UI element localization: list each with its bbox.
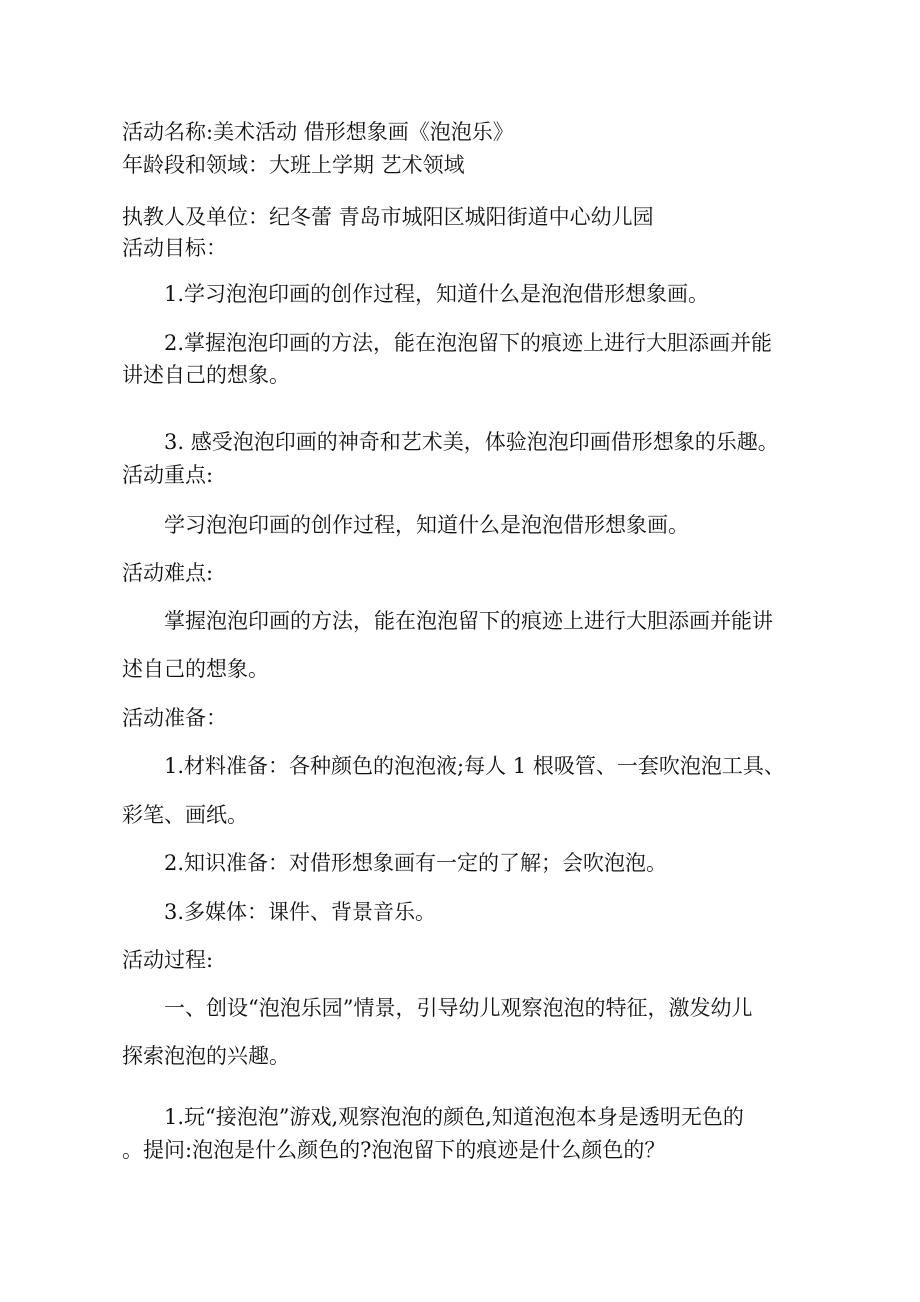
goals-heading: 活动目标： xyxy=(122,236,227,260)
prep-item: 2.知识准备：对借形想象画有一定的了解；会吹泡泡。 xyxy=(164,851,668,875)
key-point-heading: 活动重点: xyxy=(122,463,214,487)
difficulty-text: 掌握泡泡印画的方法，能在泡泡留下的痕迹上进行大胆添画并能讲 xyxy=(164,609,773,633)
activity-name: 活动名称:美术活动 借形想象画《泡泡乐》 xyxy=(122,120,514,144)
difficulty-heading: 活动难点: xyxy=(122,561,214,585)
key-point-text: 学习泡泡印画的创作过程，知道什么是泡泡借形想象画。 xyxy=(164,513,689,537)
age-domain: 年龄段和领域：大班上学期 艺术领域 xyxy=(122,153,465,177)
process-step-continued: 。提问:泡泡是什么颜色的?泡泡留下的痕迹是什么颜色的？ xyxy=(122,1138,666,1162)
goal-item: 3. 感受泡泡印画的神奇和艺术美，体验泡泡印画借形想象的乐趣。 xyxy=(164,430,779,454)
goal-item: 2.掌握泡泡印画的方法，能在泡泡留下的痕迹上进行大胆添画并能 xyxy=(164,331,773,355)
prep-item: 3.多媒体：课件、背景音乐。 xyxy=(164,900,437,924)
process-paragraph: 一、创设“泡泡乐园”情景，引导幼儿观察泡泡的特征，激发幼儿 xyxy=(164,996,753,1020)
process-heading: 活动过程: xyxy=(122,948,214,972)
prep-item: 1.材料准备：各种颜色的泡泡液;每人 1 根吸管、一套吹泡泡工具、 xyxy=(164,754,785,778)
teacher-unit: 执教人及单位：纪冬蕾 青岛市城阳区城阳街道中心幼儿园 xyxy=(122,205,654,229)
goal-item-continued: 讲述自己的想象。 xyxy=(122,363,290,387)
prep-heading: 活动准备： xyxy=(122,706,227,730)
process-step: 1.玩“接泡泡”游戏,观察泡泡的颜色,知道泡泡本身是透明无色的 xyxy=(164,1105,744,1129)
prep-item-continued: 彩笔、画纸。 xyxy=(122,803,248,827)
goal-item: 1.学习泡泡印画的创作过程，知道什么是泡泡借形想象画。 xyxy=(164,282,710,306)
difficulty-text-continued: 述自己的想象。 xyxy=(122,657,269,681)
process-paragraph-continued: 探索泡泡的兴趣。 xyxy=(122,1044,290,1068)
